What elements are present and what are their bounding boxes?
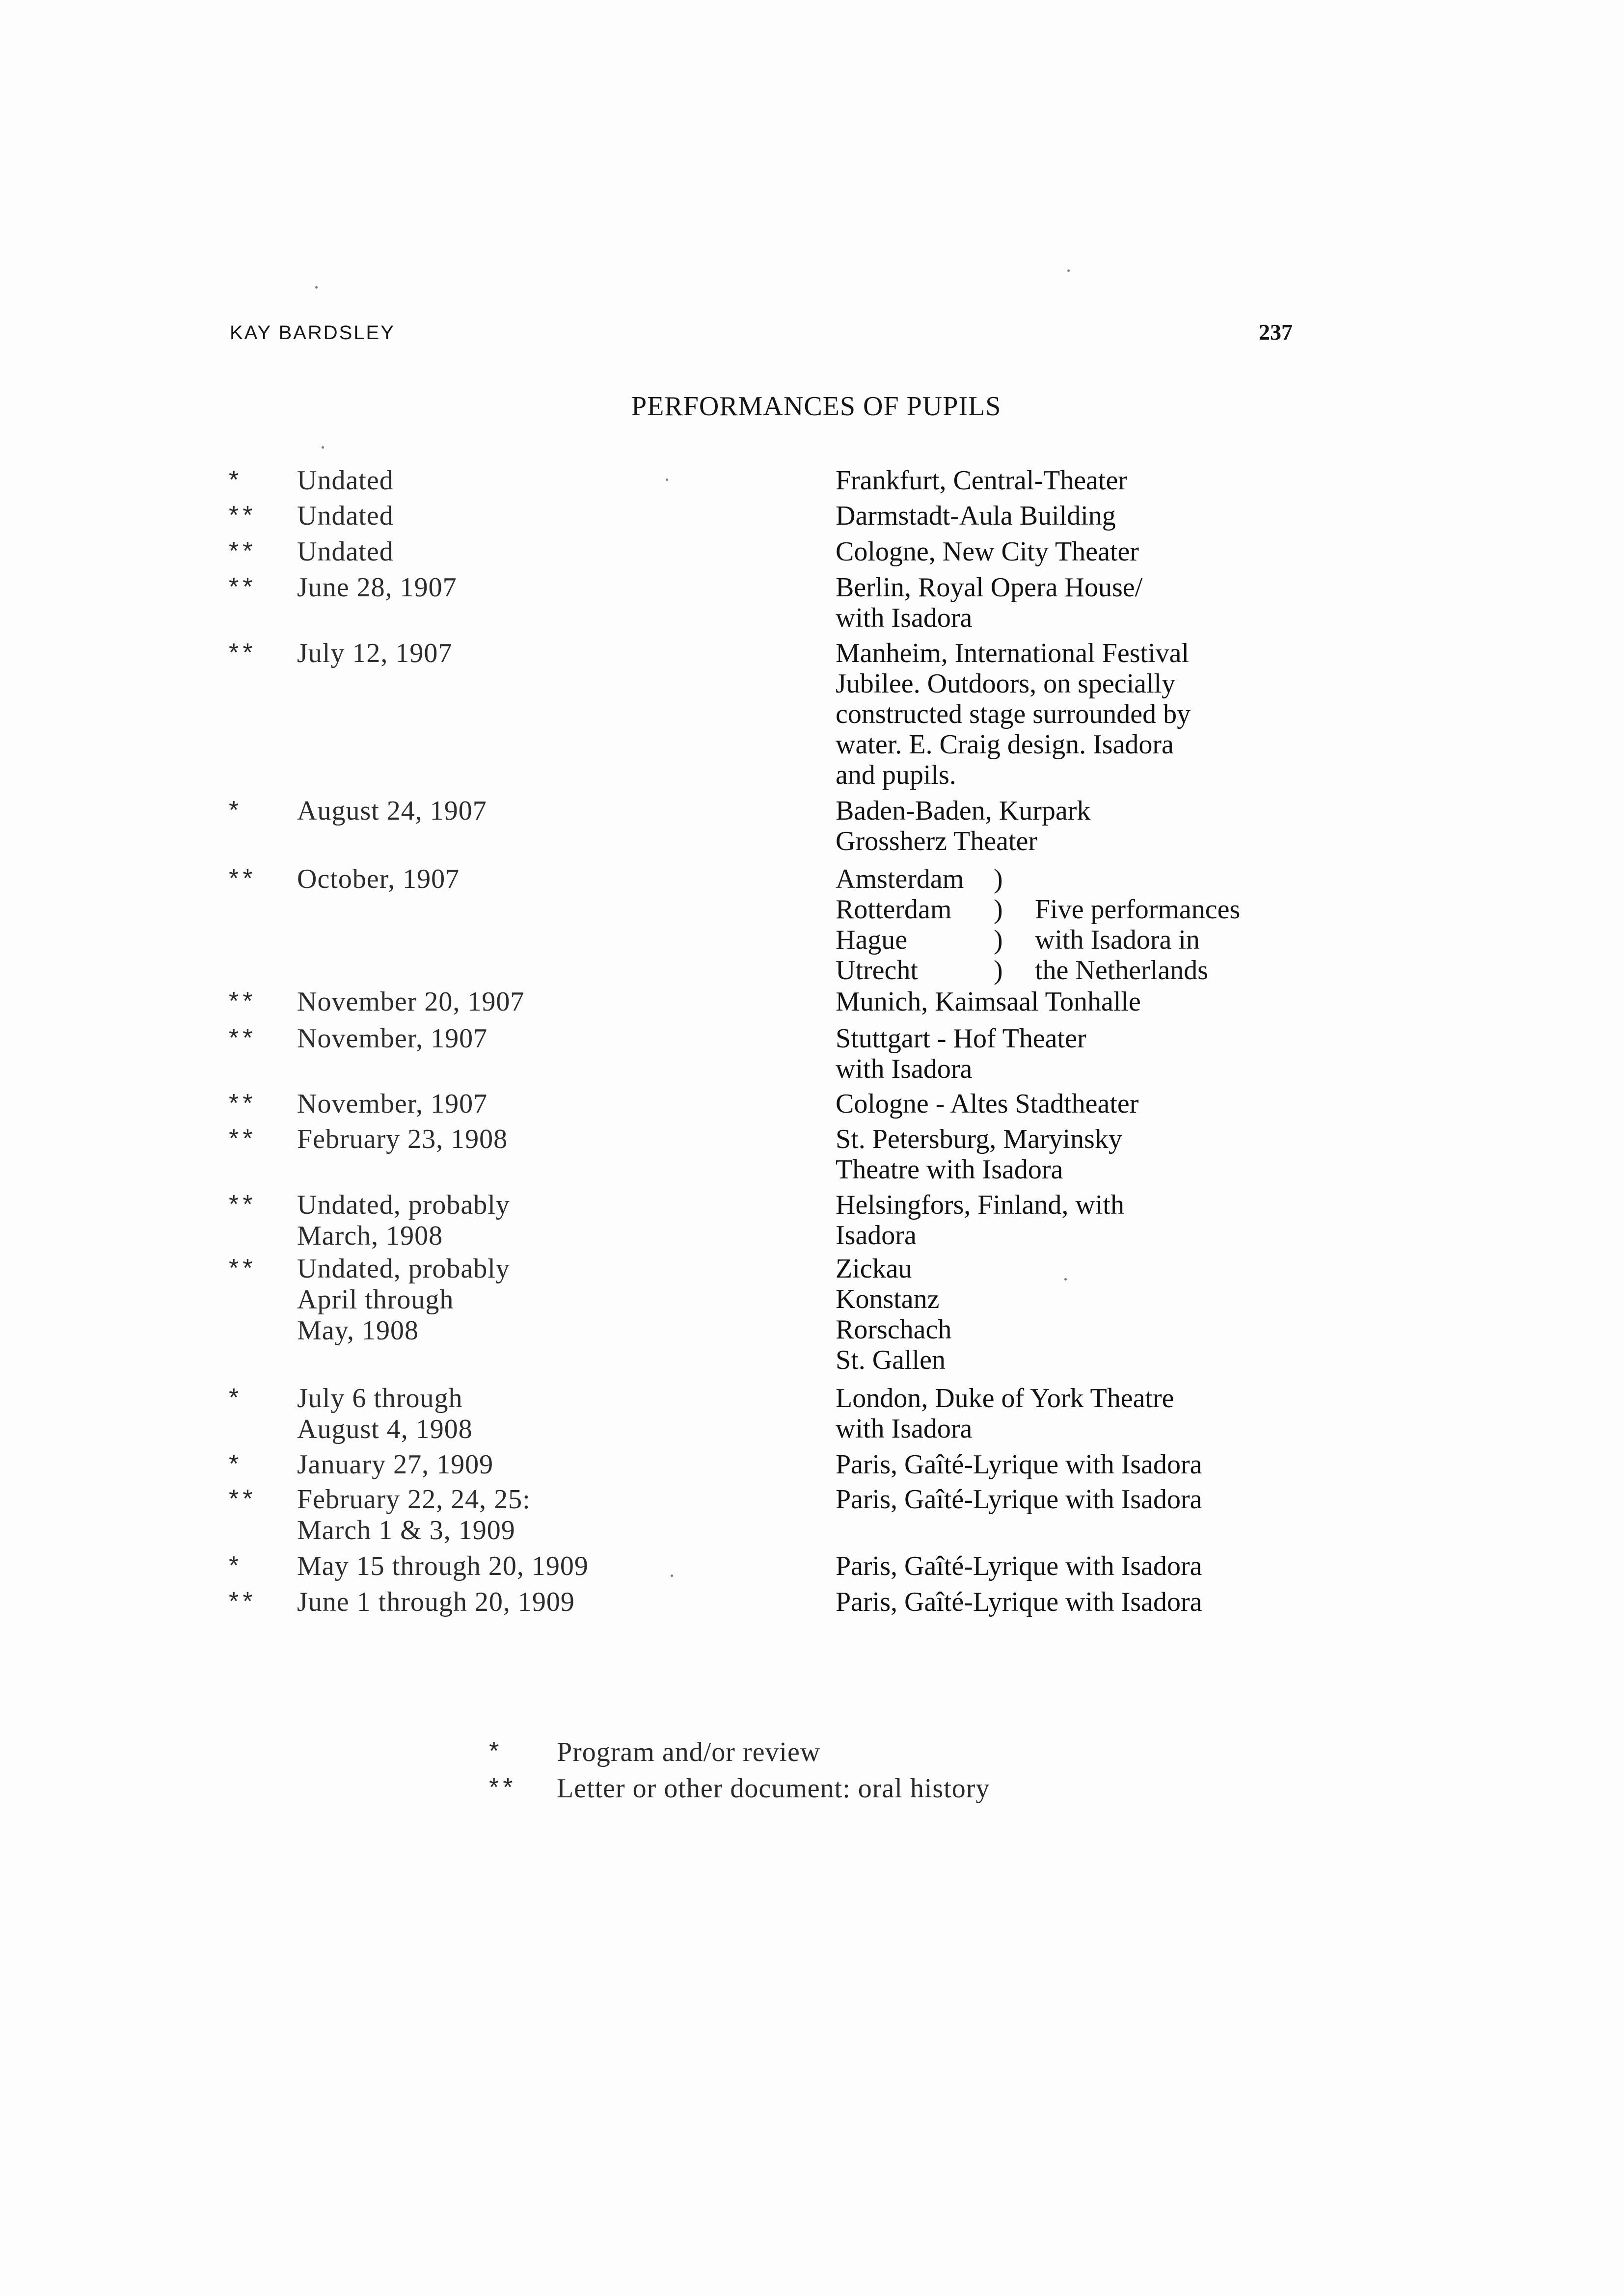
performance-place: Manheim, International Festival Jubilee. Outdoors, on specially constructed stage surrounded by water. E. Craig design. Isadora and pupils.	[836, 638, 1191, 790]
performance-place: Cologne, New City Theater	[836, 536, 1139, 567]
performance-date: February 22, 24, 25: March 1 & 3, 1909	[297, 1484, 531, 1546]
place-line	[836, 925, 1326, 955]
place-line	[836, 864, 1326, 894]
performance-date: July 12, 1907	[297, 638, 453, 668]
place-bracket: )	[994, 925, 1003, 955]
performance-date: August 24, 1907	[297, 796, 487, 826]
place-city: Utrecht	[836, 955, 918, 986]
source-marker: *	[229, 1450, 243, 1478]
source-marker: **	[229, 639, 257, 667]
place-city: Hague	[836, 925, 908, 955]
performance-place: Paris, Gaîté-Lyrique with Isadora	[836, 1551, 1202, 1581]
scan-speck	[1064, 1278, 1067, 1281]
place-city: Amsterdam	[836, 864, 964, 894]
source-marker: **	[229, 573, 257, 601]
source-marker: **	[229, 1587, 257, 1616]
source-marker: **	[229, 1124, 257, 1153]
performance-place: Zickau Konstanz Rorschach St. Gallen	[836, 1254, 952, 1375]
legend-text: Letter or other document: oral history	[557, 1773, 990, 1804]
performance-place: Paris, Gaîté-Lyrique with Isadora	[836, 1587, 1202, 1617]
performance-date: Undated, probably April through May, 1908	[297, 1254, 510, 1346]
source-marker: *	[229, 1551, 243, 1580]
source-marker: **	[229, 1254, 257, 1282]
performance-place: Paris, Gaîté-Lyrique with Isadora	[836, 1484, 1202, 1515]
source-marker: *	[229, 466, 243, 494]
place-bracket: )	[994, 894, 1003, 925]
place-bracket: )	[994, 955, 1003, 986]
performance-places	[836, 864, 1326, 986]
performance-date: Undated	[297, 501, 394, 531]
performance-date: June 1 through 20, 1909	[297, 1587, 575, 1617]
scan-speck	[315, 286, 318, 289]
performance-place: St. Petersburg, Maryinsky Theatre with Isadora	[836, 1124, 1122, 1185]
performance-place: Darmstadt-Aula Building	[836, 501, 1116, 531]
running-header-author: KAY BARDSLEY	[230, 322, 395, 344]
performance-place: Baden-Baden, Kurpark Grossherz Theater	[836, 796, 1091, 856]
performance-date: Undated, probably March, 1908	[297, 1190, 510, 1251]
scan-speck	[322, 446, 324, 449]
place-line	[836, 894, 1326, 925]
performance-place: Paris, Gaîté-Lyrique with Isadora	[836, 1449, 1202, 1480]
performance-date: June 28, 1907	[297, 572, 457, 603]
performance-date: Undated	[297, 536, 394, 567]
source-marker: **	[229, 501, 257, 530]
performance-place: Cologne - Altes Stadtheater	[836, 1089, 1139, 1119]
performance-date: November 20, 1907	[297, 987, 525, 1017]
scan-speck	[1067, 269, 1070, 272]
source-marker: **	[229, 1024, 257, 1052]
performance-date: February 23, 1908	[297, 1124, 508, 1154]
place-bracket: )	[994, 864, 1003, 894]
place-city: Rotterdam	[836, 894, 952, 925]
place-note: with Isadora in	[1035, 925, 1200, 955]
performance-place: Berlin, Royal Opera House/ with Isadora	[836, 572, 1143, 633]
section-title: PERFORMANCES OF PUPILS	[631, 391, 1001, 422]
source-marker: *	[229, 1384, 243, 1412]
source-marker: *	[229, 796, 243, 825]
performance-place: Frankfurt, Central-Theater	[836, 465, 1127, 496]
source-marker: **	[229, 1485, 257, 1513]
source-marker: **	[229, 864, 257, 893]
legend-marker: *	[489, 1737, 503, 1765]
page-number: 237	[1259, 320, 1293, 345]
performance-place: Stuttgart - Hof Theater with Isadora	[836, 1023, 1086, 1084]
performance-date: Undated	[297, 465, 394, 496]
performance-date: July 6 through August 4, 1908	[297, 1383, 473, 1444]
legend-text: Program and/or review	[557, 1737, 821, 1767]
scan-speck	[666, 479, 668, 481]
performance-date: January 27, 1909	[297, 1449, 494, 1480]
source-marker: **	[229, 1190, 257, 1219]
scan-speck	[671, 1575, 673, 1577]
performance-date: October, 1907	[297, 864, 460, 894]
legend-marker: **	[489, 1773, 517, 1802]
performance-date: November, 1907	[297, 1023, 488, 1054]
performance-date: November, 1907	[297, 1089, 488, 1119]
performance-date: May 15 through 20, 1909	[297, 1551, 589, 1581]
source-marker: **	[229, 987, 257, 1015]
performance-place: London, Duke of York Theatre with Isadora	[836, 1383, 1174, 1444]
source-marker: **	[229, 1089, 257, 1118]
performance-place: Munich, Kaimsaal Tonhalle	[836, 987, 1141, 1017]
place-note: the Netherlands	[1035, 955, 1208, 986]
source-marker: **	[229, 537, 257, 565]
performance-place: Helsingfors, Finland, with Isadora	[836, 1190, 1124, 1251]
place-note: Five performances	[1035, 894, 1241, 925]
place-line	[836, 955, 1326, 986]
